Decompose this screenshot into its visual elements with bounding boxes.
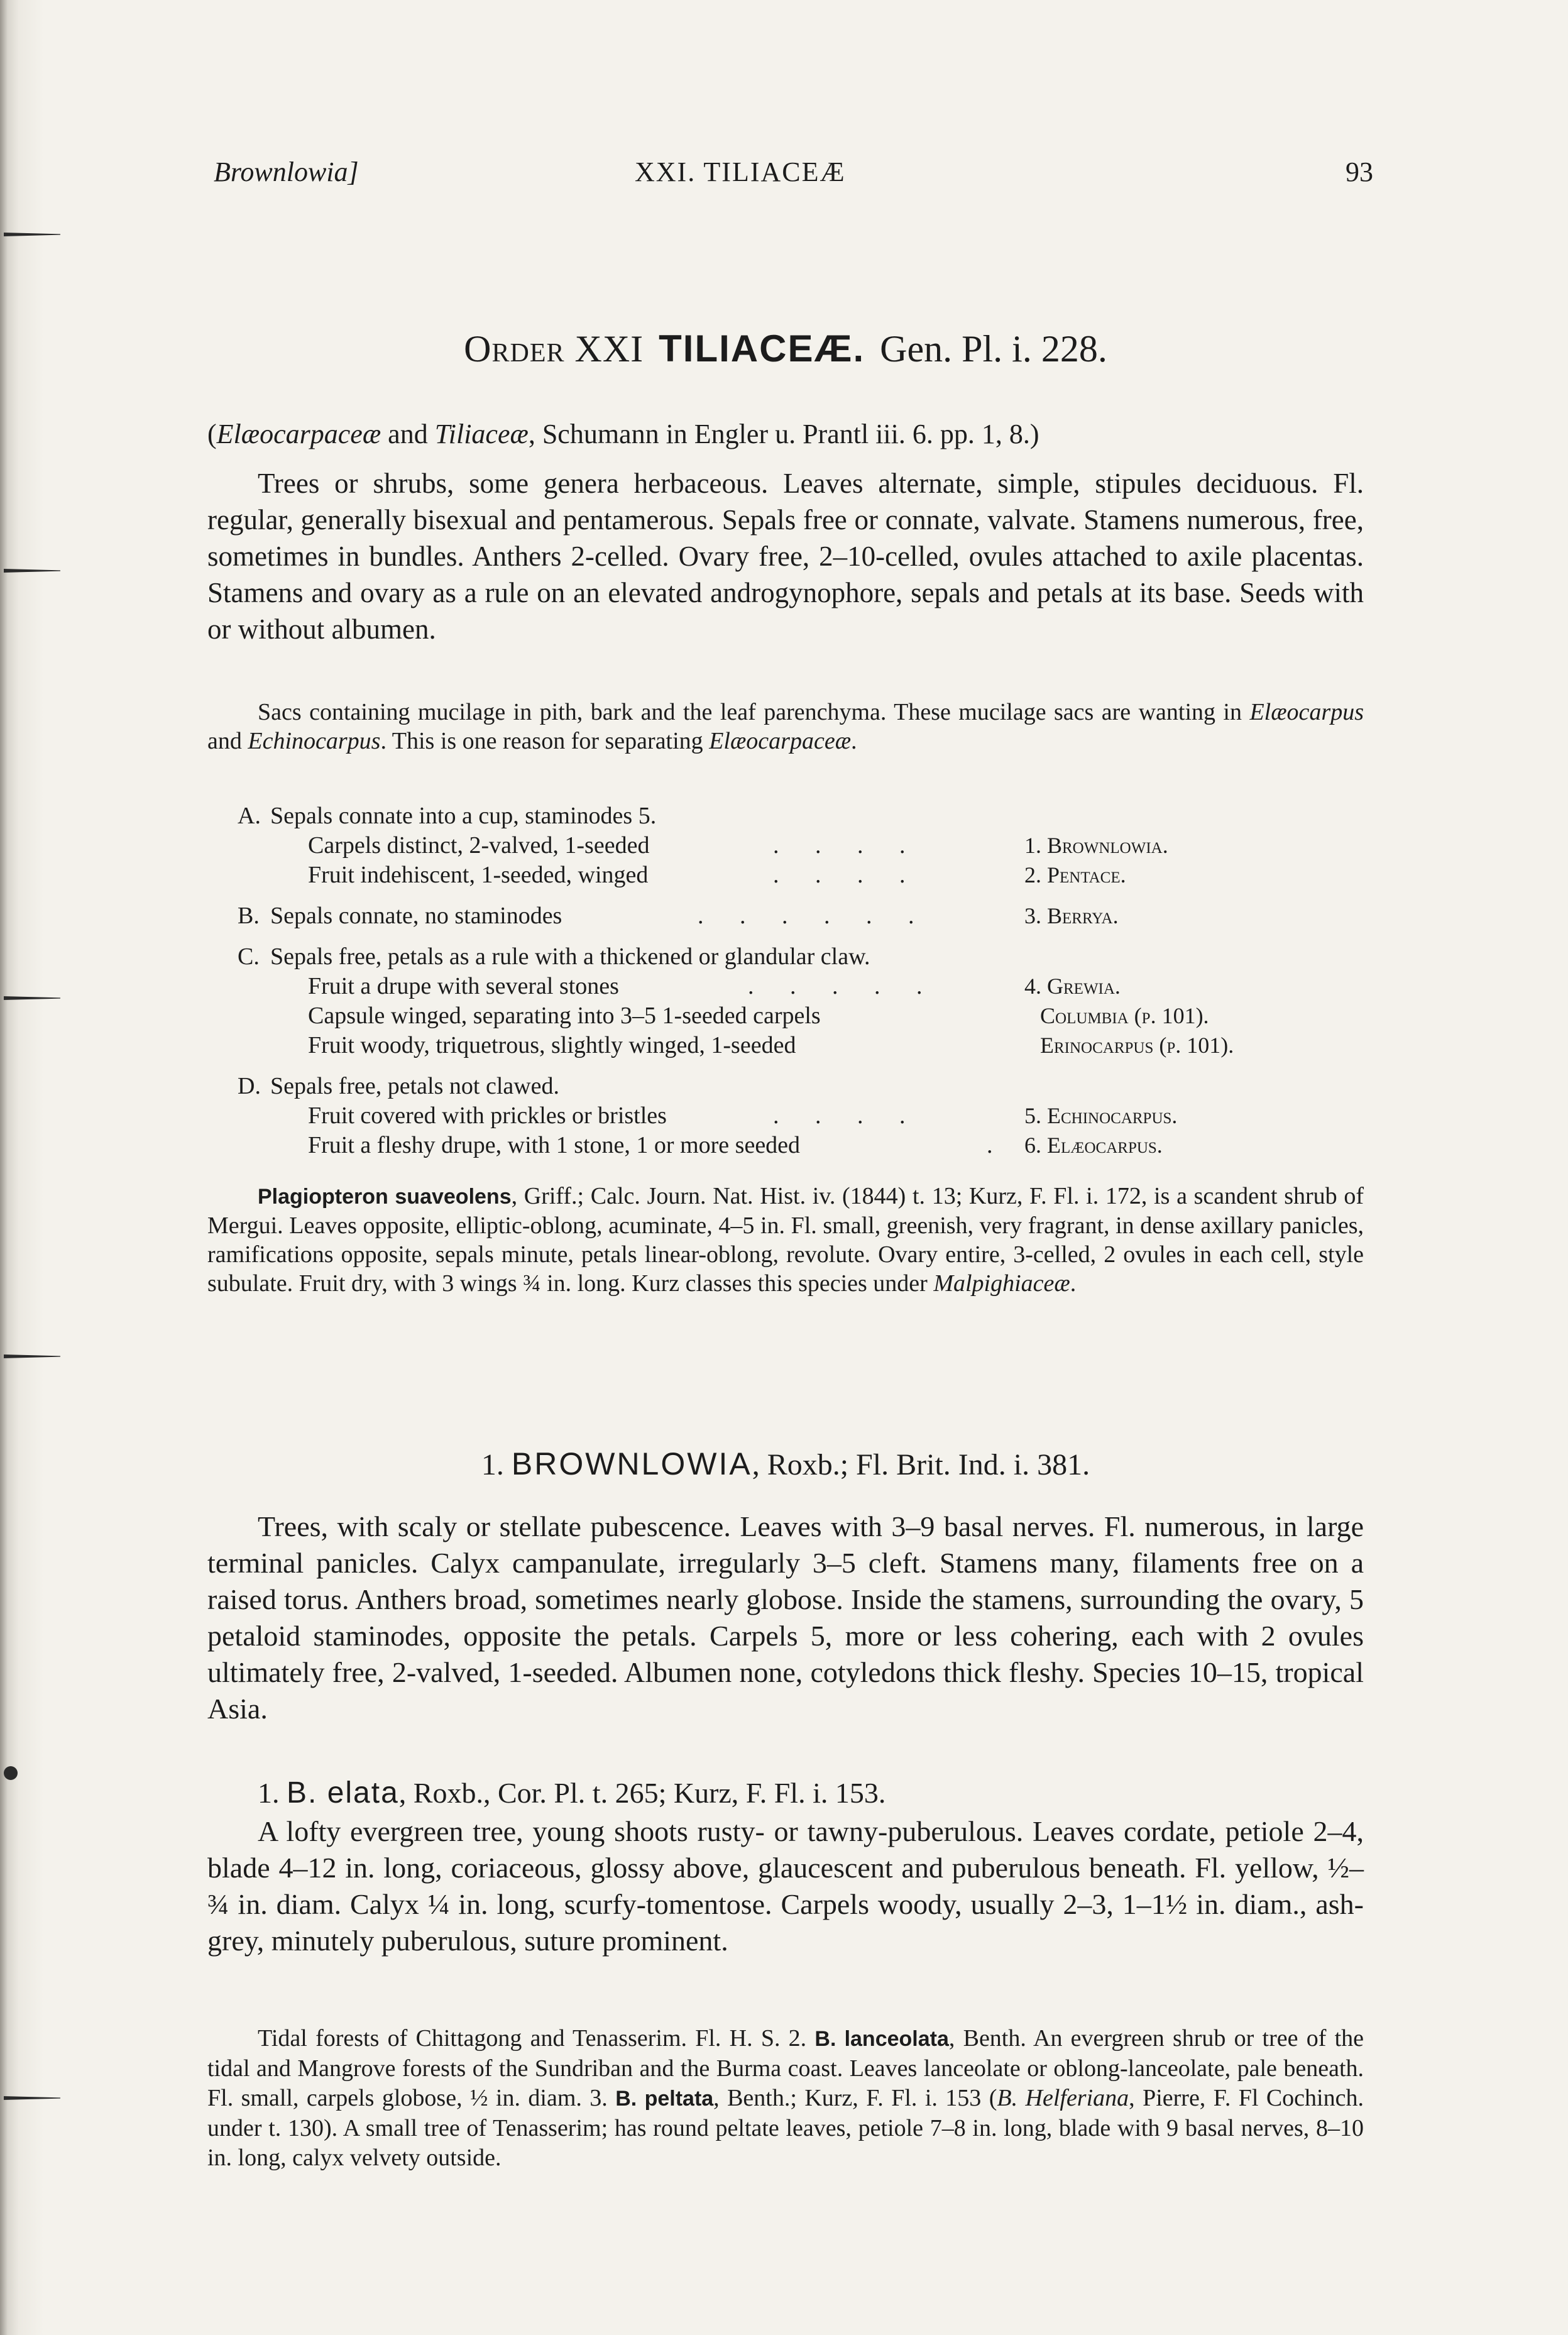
- running-head-center: XXI. TILIACEÆ: [635, 157, 846, 187]
- key-head: [207, 801, 1364, 831]
- key-description: [238, 901, 562, 931]
- plagiopteron-note: [207, 1182, 1364, 1298]
- key-head-text: Sepals free, petals not clawed.: [270, 1073, 560, 1099]
- key-row: [207, 901, 1364, 931]
- genus-reference: , Roxb.; Fl. Brit. Ind. i. 381.: [752, 1448, 1090, 1481]
- key-genus: 2. Pentace.: [1024, 862, 1126, 887]
- key-group-a: [207, 801, 1364, 890]
- genus-name: BROWNLOWIA: [511, 1446, 752, 1481]
- key-leader: .: [987, 1132, 1008, 1158]
- key-genus: 1. Brownlowia.: [1024, 833, 1168, 858]
- book-binding-edge: [0, 0, 44, 2335]
- note-taxon: Elæocarpaceæ: [709, 728, 852, 754]
- key-genus: 6. Elæocarpus.: [1024, 1133, 1163, 1158]
- note-text: Sacs containing mucilage in pith, bark and the leaf parenchyma. These mucilage sacs are wanting in: [258, 699, 1250, 725]
- species-name: B. elata: [287, 1776, 399, 1810]
- key-description: Carpels distinct, 2-valved, 1-seeded: [308, 832, 650, 859]
- species-number: 1.: [258, 1777, 287, 1809]
- intro-and: and: [381, 419, 435, 449]
- note-text: .: [851, 728, 857, 754]
- species-reference: , Roxb., Cor. Pl. t. 265; Kurz, F. Fl. i. 153.: [398, 1777, 886, 1809]
- key-description: Fruit woody, triquetrous, slightly winged, 1-seeded: [308, 1032, 796, 1058]
- plagiopteron-text: .: [1070, 1270, 1077, 1297]
- intro-reference: , Schumann in Engler u. Prantl iii. 6. pp. 1, 8.): [528, 419, 1039, 449]
- running-head-left: Brownlowia]: [214, 157, 359, 187]
- key-genus: 3. Berrya.: [1024, 903, 1119, 928]
- plagiopteron-text: , Griff.; Calc. Journ. Nat. Hist. iv. (1844) t. 13; Kurz, F. Fl. i. 172, is a scandent shrub of Mergui. Leaves opposite, elliptic-oblong, acuminate, 4–5 in. Fl. small, greenish, very fragrant, in dense axillary panicles, ramifications opposite, sepals minute, petals linear-oblong, revolute. Ovary entire, 3-celled, 2 ovules in each cell, style subulate. Fruit dry, with 3 wings ¾ in. long. Kurz classes this species under: [207, 1183, 1364, 1297]
- key-genus: Erinocarpus (p. 101).: [1040, 1033, 1234, 1058]
- notes-text: , Benth.; Kurz, F. Fl. i. 153 (: [713, 2085, 997, 2111]
- key-leader: . . . .: [773, 862, 921, 888]
- notes-text: , Pierre, F. Fl Cochinch. under t. 130). A small tree of Tenasserim; has round peltate leaves, petiole 7–8 in. long, blade with 9 basal nerves, 8–10 in. long, calyx velvety outside.: [207, 2085, 1364, 2171]
- key-head-text: Sepals connate into a cup, staminodes 5.: [270, 803, 657, 829]
- key-group-b: [207, 901, 1364, 931]
- key-letter: D.: [238, 1073, 261, 1099]
- key-description: Fruit a drupe with several stones: [308, 973, 619, 999]
- key-head-text: Sepals connate, no staminodes: [270, 903, 562, 929]
- key-row: [207, 1031, 1364, 1060]
- family-description: Trees or shrubs, some genera herbaceous. Leaves alternate, simple, stipules deciduous. Fl. regular, generally bisexual and pentamerous. Sepals free or connate, valvate. Stamens numerous, free, sometimes in bundles. Anthers 2-celled. Ovary free, 2–10-celled, ovules attached to axile placentas. Stamens and ovary as a rule on an elevated androgynophore, sepals and petals at its base. Seeds with or without albumen.: [207, 468, 1364, 645]
- order-label: Order XXI: [464, 328, 644, 370]
- species-heading: [258, 1776, 1326, 1810]
- species-description: A lofty evergreen tree, young shoots rusty- or tawny-puberulous. Leaves cordate, petiole 2–4, blade 4–12 in. long, coriaceous, glossy above, glaucescent and puberulous beneath. Fl. yellow, ½–¾ in. diam. Calyx ¼ in. long, scurfy-tomentose. Carpels woody, usually 2–3, 1–1½ in. diam., ash-grey, minutely puberulous, suture prominent.: [207, 1815, 1364, 1957]
- intro-open: (: [207, 419, 217, 449]
- family-reference: Gen. Pl. i. 228.: [880, 328, 1107, 370]
- key-leader: . . . .: [773, 1102, 921, 1129]
- key-description: Fruit indehiscent, 1-seeded, winged: [308, 862, 649, 888]
- species-notes: [207, 2024, 1364, 2173]
- key-leader: . . . . .: [748, 973, 938, 999]
- binding-hole-mark: [4, 1766, 18, 1780]
- key-genus: 4. Grewia.: [1024, 974, 1121, 999]
- synonym-name: B. Helferiana: [997, 2085, 1129, 2111]
- note-text: and: [207, 728, 248, 754]
- family-name: TILIACEÆ.: [659, 327, 865, 370]
- key-description: Fruit a fleshy drupe, with 1 stone, 1 or more seeded: [308, 1132, 801, 1158]
- species-name: B. lanceolata: [814, 2027, 949, 2051]
- key-row: [207, 1131, 1364, 1160]
- taxon-elaeocarpaceae: Elæocarpaceæ: [216, 419, 381, 449]
- key-letter: C.: [238, 943, 260, 970]
- family-malpighiaceae: Malpighiaceæ: [933, 1270, 1070, 1297]
- note-genus: Elæocarpus: [1249, 699, 1364, 725]
- key-description: Fruit covered with prickles or bristles: [308, 1102, 667, 1129]
- taxon-tiliaceae: Tiliaceæ: [434, 419, 529, 449]
- genus-number: 1.: [481, 1448, 512, 1481]
- key-row: [207, 1101, 1364, 1131]
- page-number: 93: [1346, 157, 1373, 187]
- species-name: B. peltata: [615, 2087, 714, 2111]
- key-head: [207, 1072, 1364, 1101]
- key-row: [207, 972, 1364, 1001]
- notes-text: , Benth. An evergreen shrub or tree of the tidal and Mangrove forests of the Sundriban and the Burma coast. Leaves lanceolate or oblong-lanceolate, pale beneath. Fl. small, carpels globose, ½ in. diam. 3.: [207, 2025, 1364, 2111]
- key-row: [207, 1001, 1364, 1031]
- genus-description: Trees, with scaly or stellate pubescence. Leaves with 3–9 basal nerves. Fl. numerous, in large terminal panicles. Calyx campanulate, irregularly 3–5 cleft. Stamens many, filaments free on a raised torus. Anthers broad, sometimes nearly globose. Inside the stamens, surrounding the ovary, 5 petaloid staminodes, opposite the petals. Carpels 5, more or less cohering, each with 2 ovules ultimately free, 2-valved, 1-seeded. Albumen none, cotyledons thick fleshy. Species 10–15, tropical Asia.: [207, 1510, 1364, 1725]
- species-name: Plagiopteron suaveolens: [258, 1185, 512, 1209]
- notes-text: Tidal forests of Chittagong and Tenasserim. Fl. H. S. 2.: [258, 2025, 815, 2052]
- key-letter: B.: [238, 903, 260, 929]
- key-leader: . . . . . .: [698, 903, 929, 929]
- key-group-d: [207, 1072, 1364, 1160]
- running-head: [207, 156, 1373, 206]
- key-leader: . . . .: [773, 832, 921, 859]
- key-row: [207, 860, 1364, 890]
- mucilage-note: [207, 698, 1364, 755]
- key-head: [207, 942, 1364, 972]
- order-title: [207, 327, 1364, 371]
- key-group-c: [207, 942, 1364, 1060]
- intro-synonymy: [207, 415, 1364, 454]
- key-row: [207, 831, 1364, 860]
- key-description: Capsule winged, separating into 3–5 1-seeded carpels: [308, 1003, 821, 1029]
- note-genus: Echinocarpus: [248, 728, 381, 754]
- key-head-text: Sepals free, petals as a rule with a thickened or glandular claw.: [270, 943, 870, 970]
- key-genus: Columbia (p. 101).: [1040, 1003, 1209, 1028]
- note-text: . This is one reason for separating: [380, 728, 710, 754]
- key-letter: A.: [238, 803, 261, 829]
- genus-heading: [207, 1446, 1364, 1482]
- key-genus: 5. Echinocarpus.: [1024, 1103, 1178, 1128]
- genera-key: [207, 801, 1364, 1172]
